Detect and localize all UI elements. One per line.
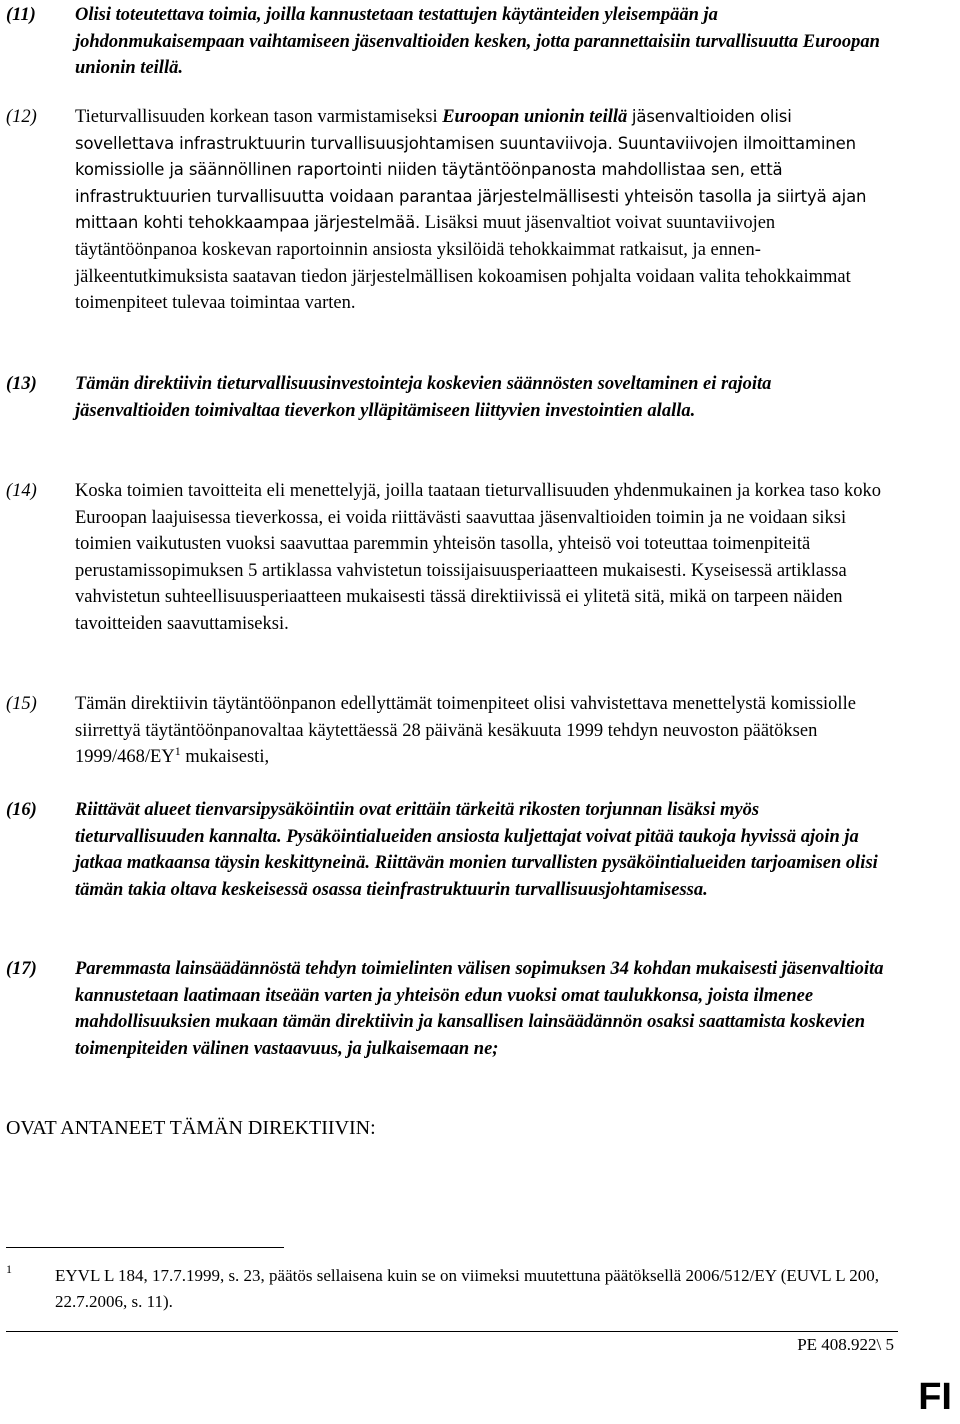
- recital-text: [75, 104, 886, 317]
- footnote-mark: 1: [6, 1262, 12, 1276]
- recital-14: [6, 478, 886, 638]
- recital-text: Riittävät alueet tienvarsipysäköintiin ovat erittäin tärkeitä rikosten torjunnan lisäksi myös tieturvallisuuden kannalta. Pysäköintialueiden ansiosta kuljettajat voivat pitää taukoja hyvissä ajoin ja jatkaa matkaansa täysin keskittyneinä. Riittävän monien turvallisten pysäköintialueiden tarjoamisen olisi tämän takia oltava keskeisessä osassa tieinfrastruktuurin turvallisuusjohtamisessa.: [75, 800, 878, 900]
- recital-text-emphasis: Euroopan unionin teillä: [442, 107, 628, 127]
- recital-number: (13): [6, 374, 37, 394]
- footnote: [6, 1263, 886, 1315]
- page-footer-divider: [6, 1331, 898, 1332]
- language-code: FI: [918, 1376, 952, 1418]
- recital-17: [6, 956, 886, 1062]
- recital-11: [6, 2, 886, 82]
- recital-number: (14): [6, 481, 37, 501]
- recital-text: [75, 691, 886, 771]
- recital-13: [6, 371, 886, 424]
- recital-12: [6, 104, 886, 317]
- recital-text-part: Lisäksi muut jäsenvaltiot voivat suuntaviivojen täytäntöönpanoa koskevan raportoinnin ansiosta yksilöidä tehokkaimmat ratkaisut, ja ennen-jälkeentutkimuksista saatavan tiedon järjestelmällisen kokoamisen pohjalta voidaan valita tehokkaimmat toimenpiteet tulevaa toimintaa varten.: [75, 213, 851, 314]
- recital-text-part: mukaisesti,: [180, 747, 270, 768]
- enacting-formula: OVAT ANTANEET TÄMÄN DIREKTIIVIN:: [6, 1117, 376, 1139]
- footnote-text: EYVL L 184, 17.7.1999, s. 23, päätös sellaisena kuin se on viimeksi muutettuna päätöksellä 2006/512/EY (EUVL L 200, 22.7.2006, s. 11).: [55, 1266, 880, 1311]
- recital-text-inserted: jäsenvaltioiden olisi sovellettava infrastruktuurin turvallisuusjohtamisen suuntaviivoja. Suuntaviivojen ilmoittaminen komissiolle ja säännöllinen raportointi niiden täytäntöönpanosta mahdollistaa sen, että infrastruktuurien turvallisuutta voidaan parantaa järjestelmällisesti yhteisön tasolla ja siirtyä ajan mittaan kohti tehokkaampaa järjestelmää.: [75, 107, 867, 233]
- footnote-divider: [6, 1247, 284, 1248]
- recital-16: [6, 797, 886, 903]
- recital-15: [6, 691, 886, 771]
- recital-number: (12): [6, 107, 37, 127]
- recital-text: Tämän direktiivin tieturvallisuusinvestointeja koskevien säännösten soveltaminen ei rajoita jäsenvaltioiden toimivaltaa tieverkon ylläpitämiseen liittyvien investointien alalla.: [75, 374, 772, 421]
- recital-number: (15): [6, 694, 37, 714]
- recital-text: Paremmasta lainsäädännöstä tehdyn toimielinten välisen sopimuksen 34 kohdan mukaisesti jäsenvaltioita kannustetaan laatimaan itseään varten ja yhteisön edun vuoksi omat taulukkonsa, joista ilmenee mahdollisuuksien mukaan tämän direktiivin ja kansallisen lainsäädännön osaksi saattamista koskevien toimenpiteiden välinen vastaavuus, ja julkaisemaan ne;: [75, 959, 884, 1059]
- footnote-reference: 1: [174, 744, 181, 759]
- recital-number: (11): [6, 5, 36, 25]
- recital-text-part: Tieturvallisuuden korkean tason varmistamiseksi: [75, 107, 443, 127]
- recital-number: (16): [6, 800, 37, 820]
- page-number: PE 408.922\ 5: [797, 1335, 894, 1354]
- recital-text-part: Tämän direktiivin täytäntöönpanon edellyttämät toimenpiteet olisi vahvistettava menettelystä komissiolle siirrettyä täytäntöönpanovaltaa käytettäessä 28 päivänä kesäkuuta 1999 tehdyn neuvoston päätöksen 1999/468/EY: [75, 694, 856, 768]
- recital-number: (17): [6, 959, 37, 979]
- recital-text: Olisi toteutettava toimia, joilla kannustetaan testattujen käytänteiden yleisempään ja johdonmukaisempaan vaihtamiseen jäsenvaltioiden kesken, jotta parannettaisiin turvallisuutta Euroopan unionin teillä.: [75, 5, 880, 79]
- recital-text: Koska toimien tavoitteita eli menettelyjä, joilla taataan tieturvallisuuden yhdenmukainen ja korkea taso koko Euroopan laajuisessa tieverkossa, ei voida riittävästi saavuttaa jäsenvaltioiden toimin ja ne voidaan siksi toimien vaikutusten vuoksi saavuttaa paremmin yhteisön tasolla, yhteisö voi toteuttaa toimenpiteitä perustamissopimuksen 5 artiklassa vahvistetun toissijaisuusperiaatteen mukaisesti. Kyseisessä artiklassa vahvistetun suhteellisuusperiaatteen mukaisesti tässä direktiivissä ei ylitetä sitä, mikä on tarpeen näiden tavoitteiden saavuttamiseksi.: [75, 481, 882, 634]
